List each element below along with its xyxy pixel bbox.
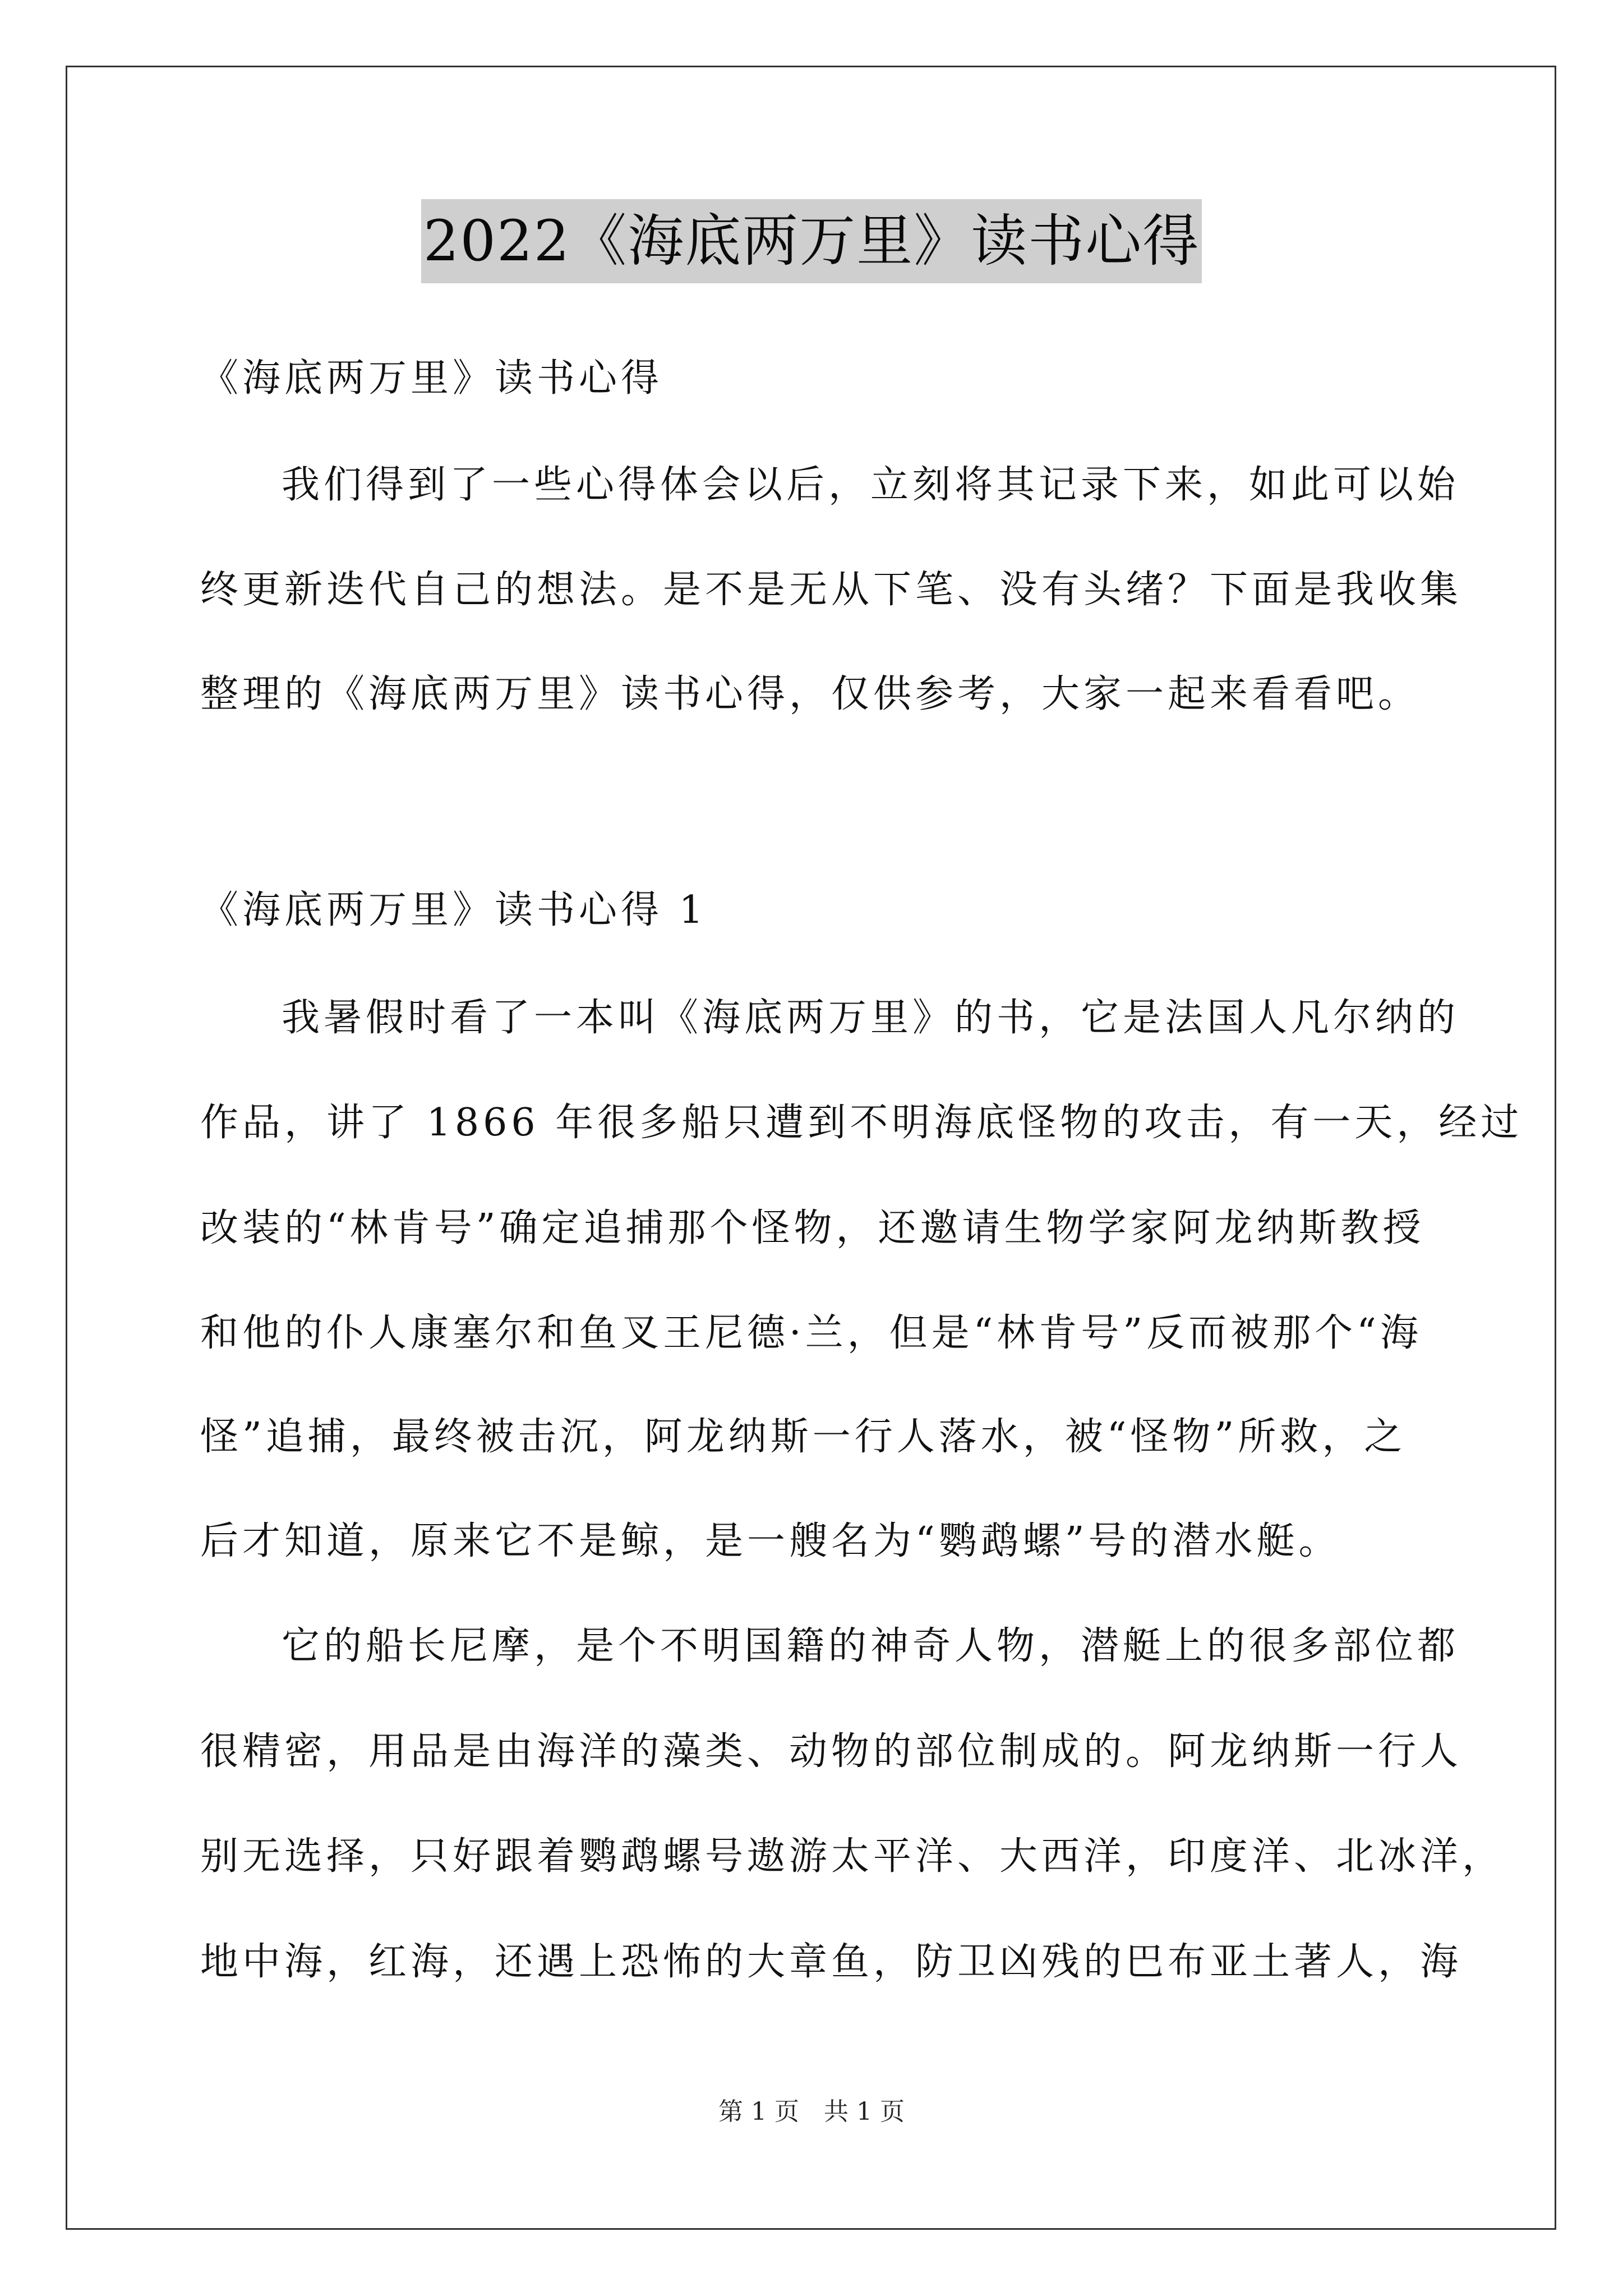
intro-line: 终更新迭代自己的想法。是不是无从下笔、没有头绪？下面是我收集	[200, 568, 1463, 612]
section-heading: 《海底两万里》读书心得	[200, 356, 663, 401]
paragraph-line: 改装的“林肯号”确定追捕那个怪物，还邀请生物学家阿龙纳斯教授	[200, 1206, 1425, 1250]
section-heading: 《海底两万里》读书心得 1	[200, 888, 707, 932]
paragraph-line: 作品，讲了 1866 年很多船只遭到不明海底怪物的攻击，有一天，经过	[200, 1101, 1523, 1145]
paragraph-line: 别无选择，只好跟着鹦鹉螺号遨游太平洋、大西洋，印度洋、北冰洋，	[200, 1834, 1505, 1879]
paragraph-line: 我暑假时看了一本叫《海底两万里》的书，它是法国人凡尔纳的	[282, 996, 1460, 1040]
title-container	[0, 199, 1623, 283]
paragraph-line: 很精密，用品是由海洋的藻类、动物的部位制成的。阿龙纳斯一行人	[200, 1729, 1463, 1774]
paragraph-line: 它的船长尼摩，是个不明国籍的神奇人物，潜艇上的很多部位都	[282, 1624, 1460, 1668]
paragraph-line: 后才知道，原来它不是鲸，是一艘名为“鹦鹉螺”号的潜水艇。	[200, 1519, 1341, 1563]
intro-line: 我们得到了一些心得体会以后，立刻将其记录下来，如此可以始	[282, 463, 1460, 507]
page-footer: 第 1 页 共 1 页	[718, 2097, 905, 2126]
paragraph-line: 地中海，红海，还遇上恐怖的大章鱼，防卫凶残的巴布亚土著人，海	[200, 1940, 1463, 1984]
paragraph-line: 和他的仆人康塞尔和鱼叉王尼德·兰，但是“林肯号”反而被那个“海	[200, 1311, 1422, 1355]
document-title: 2022《海底两万里》读书心得	[421, 199, 1202, 283]
intro-line: 整理的《海底两万里》读书心得，仅供参考，大家一起来看看吧。	[200, 672, 1421, 716]
paragraph-line: 怪”追捕，最终被击沉，阿龙纳斯一行人落水，被“怪物”所救，之	[200, 1415, 1407, 1459]
